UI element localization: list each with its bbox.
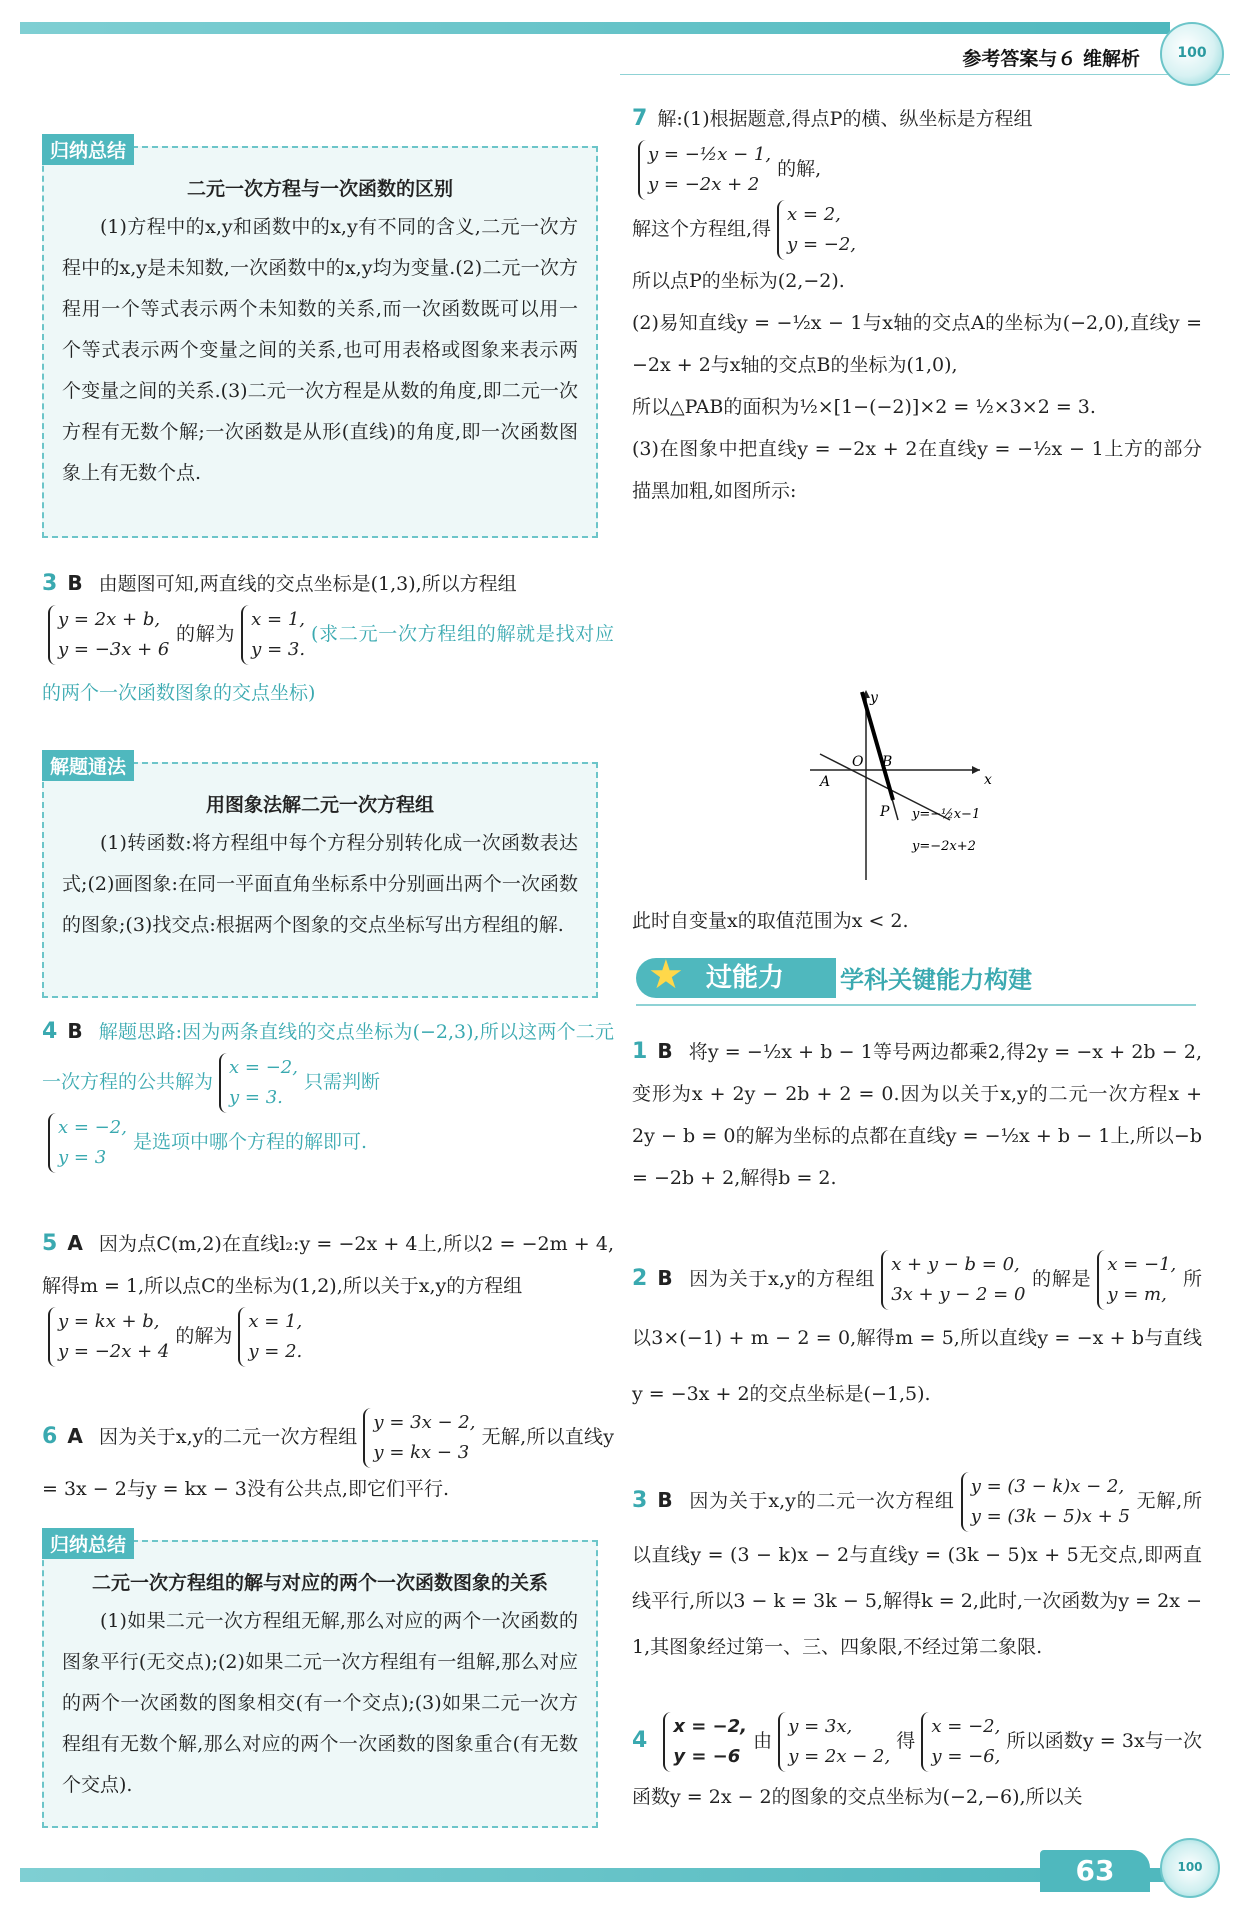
question-number: 5 — [42, 1231, 58, 1256]
star-icon: ★ — [648, 952, 684, 998]
question-text-2: 无解,所以直线y = 3x − 2与y = kx − 3没有公共点,即它们平行. — [42, 1426, 614, 1500]
solution-text: 解这个方程组,得 — [632, 218, 772, 240]
question-text: 因为关于x,y的二元一次方程组 — [98, 1426, 358, 1448]
answer-letter: B — [67, 1019, 83, 1043]
question-text: 将y = −½x + b − 1等号两边都乘2,得2y = −x + 2b − 2,变形为x + 2y − 2b + 2 = 0.因为以关于x,y的二元一次方程x + 2y − b = 0的解为坐标的点都在直线y = −½x + b − 1上,所以−b = −2b + 2,解得b = 2. — [632, 1041, 1202, 1189]
section-title: 过能力 — [636, 958, 836, 998]
question-number: 4 — [632, 1728, 648, 1753]
summary-box-1 — [42, 140, 598, 538]
box-title: 二元一次方程组的解与对应的两个一次函数图象的关系 — [91, 1572, 548, 1594]
bottom-decor-bar — [20, 1868, 1170, 1882]
box-text: (1)转函数:将方程组中每个方程分别转化成一次函数表达式;(2)画图象:在同一平面直角坐标系中分别画出两个一次函数的图象;(3)找交点:根据两个图象的交点坐标写出方程组的解. — [62, 832, 578, 936]
section-divider — [636, 1004, 1196, 1006]
solution-system: x = 1, y = 3. — [241, 605, 305, 665]
equation-system: x = −2, y = 3. — [219, 1053, 298, 1113]
question-text-3: 所以函数y = 3x与一次函数y = 2x − 2的图象的交点坐标为(−2,−6),所以关 — [632, 1730, 1202, 1808]
question-text: 因为关于x,y的方程组 — [688, 1268, 876, 1290]
top-decor-bar — [20, 22, 1170, 34]
question-3 — [42, 562, 614, 721]
problem-3 — [632, 1472, 1202, 1670]
equation-system: x + y − b = 0, 3x + y − 2 = 0 — [881, 1250, 1025, 1310]
method-box — [42, 756, 598, 998]
solution-text: 所以△PAB的面积为½×[1−(−2)]×2 = ½×3×2 = 3. — [632, 396, 1096, 418]
question-text-2: 的解是 — [1031, 1268, 1092, 1290]
equation-system: y = 3x, y = 2x − 2, — [778, 1712, 890, 1772]
coordinate-graph — [800, 680, 1100, 890]
line1-label: y=−½x−1 — [912, 807, 981, 822]
answer-letter: A — [67, 1231, 83, 1255]
question-text-2: 无解,所以直线y = (3 − k)x − 2与直线y = (3k − 5)x + 5无交点,即两直线平行,所以3 − k = 3k − 5,解得k = 2,此时,一次函数为y = 2x − 1,其图象经过第一、三、四象限,不经过第二象限. — [632, 1490, 1202, 1658]
hint-note: (求二元一次方程组的解就是找对应的两个一次函数图象的交点坐标) — [42, 623, 614, 704]
brand-logo-icon: 100 — [1160, 22, 1224, 86]
x-axis-arrow-icon — [972, 766, 980, 774]
box-text: (1)方程中的x,y和函数中的x,y有不同的含义,二元一次方程中的x,y是未知数,一次函数中的x,y均为变量.(2)二元一次方程用一个等式表示两个未知数的关系,而一次函数既可以用一个等式表示两个变量之间的关系,也可用表格或图象来表示两个变量之间的关系.(3)二元一次方程是从数的角度,即二元一次方程有无数个解;一次函数是从形(直线)的角度,即一次函数图象上有无数个点. — [62, 216, 578, 484]
solution-system: x = 2, y = −2, — [777, 200, 856, 260]
solution-text: (2)易知直线y = −½x − 1与x轴的交点A的坐标为(−2,0),直线y = −2x + 2与x轴的交点B的坐标为(1,0), — [632, 312, 1202, 376]
line2-label: y=−2x+2 — [912, 839, 976, 854]
question-4 — [42, 1010, 614, 1173]
section-subtitle: 学科关键能力构建 — [840, 966, 1032, 994]
box-title: 二元一次方程与一次函数的区别 — [186, 178, 453, 200]
box-tag: 归纳总结 — [42, 1528, 134, 1559]
point-b-label: B — [882, 754, 893, 770]
question-6 — [42, 1408, 614, 1510]
solution-text: (3)在图象中把直线y = −2x + 2在直线y = −½x − 1上方的部分描黑加粗,如图所示: — [632, 438, 1202, 502]
answer-letter: B — [657, 1488, 673, 1512]
question-text: 由 — [752, 1730, 773, 1752]
header-divider — [620, 74, 1230, 75]
connector-text: 的解为 — [175, 623, 236, 645]
solution-text: 解:(1)根据题意,得点P的横、纵坐标是方程组 — [657, 108, 1033, 130]
question-number: 1 — [632, 1039, 648, 1064]
box-tag: 解题通法 — [42, 750, 134, 781]
equation-system-2: x = −2, y = 3 — [48, 1113, 127, 1173]
question-number: 4 — [42, 1019, 58, 1044]
question-number: 7 — [632, 106, 648, 131]
equation-system: y = 3x − 2, y = kx − 3 — [363, 1408, 475, 1468]
question-text-3: 所以3×(−1) + m − 2 = 0,解得m = 5,所以直线y = −x + b与直线y = −3x + 2的交点坐标是(−1,5). — [632, 1268, 1202, 1405]
box-tag: 归纳总结 — [42, 134, 134, 165]
equation-system: y = kx + b, y = −2x + 4 — [48, 1307, 169, 1367]
solution-system: x = −2, y = −6, — [921, 1712, 1000, 1772]
point-a-label: A — [820, 774, 831, 790]
page-number: 63 — [1040, 1850, 1150, 1892]
solution-system: x = 1, y = 2. — [238, 1307, 302, 1367]
section-banner — [636, 952, 1196, 1002]
question-5 — [42, 1222, 614, 1367]
question-text: 因为关于x,y的二元一次方程组 — [688, 1490, 955, 1512]
box-title: 用图象法解二元一次方程组 — [205, 794, 434, 816]
hint-text-3: 是选项中哪个方程的解即可. — [132, 1131, 367, 1153]
solution-system: x = −1, y = m, — [1097, 1250, 1176, 1310]
solution-text: 所以点P的坐标为(2,−2). — [632, 270, 845, 292]
solution-text: 的解, — [777, 158, 822, 180]
box-text: (1)如果二元一次方程组无解,那么对应的两个一次函数的图象平行(无交点);(2)如果二元一次方程组有一组解,那么对应的两个一次函数的图象相交(有一个交点);(3)如果二元一次方程组有无数个解,那么对应的两个一次函数的图象重合(有无数个交点). — [62, 1610, 578, 1796]
answer-letter: B — [657, 1266, 673, 1290]
connector-text: 的解为 — [175, 1325, 233, 1347]
answer-system: x = −2, y = −6 — [663, 1712, 747, 1772]
problem-1 — [632, 1030, 1202, 1199]
solution-text: 此时自变量x的取值范围为x < 2. — [632, 910, 909, 932]
question-number: 2 — [632, 1266, 648, 1291]
footer-logo-icon: 100 — [1160, 1838, 1220, 1898]
point-p-label: P — [880, 804, 890, 820]
header-title: 参考答案与６ 维解析 — [962, 48, 1140, 70]
question-text: 因为点C(m,2)在直线l₂:y = −2x + 4上,所以2 = −2m + 4,解得m = 1,所以点C的坐标为(1,2),所以关于x,y的方程组 — [42, 1233, 614, 1297]
answer-letter: A — [67, 1424, 83, 1448]
problem-2 — [632, 1250, 1202, 1422]
question-7 — [632, 98, 1202, 512]
question-number: 3 — [42, 571, 58, 596]
equation-system: y = (3 − k)x − 2, y = (3k − 5)x + 5 — [961, 1472, 1130, 1532]
problem-4 — [632, 1712, 1202, 1822]
equation-system: y = −½x − 1, y = −2x + 2 — [638, 140, 771, 200]
question-text-2: 得 — [896, 1730, 916, 1752]
question-text: 由题图可知,两直线的交点坐标是(1,3),所以方程组 — [98, 573, 517, 595]
hint-text: 解题思路:因为两条直线的交点坐标为(−2,3),所以这两个二元一次方程的公共解为 — [42, 1021, 614, 1093]
y-axis-label: y — [870, 690, 878, 706]
x-axis-label: x — [984, 772, 992, 788]
origin-label: O — [852, 754, 864, 770]
summary-box-2 — [42, 1534, 598, 1828]
hint-text-2: 只需判断 — [303, 1071, 380, 1093]
question-number: 6 — [42, 1424, 58, 1449]
answer-letter: B — [657, 1039, 673, 1063]
answer-letter: B — [67, 571, 83, 595]
question-number: 3 — [632, 1488, 648, 1513]
equation-system: y = 2x + b, y = −3x + 6 — [48, 605, 169, 665]
